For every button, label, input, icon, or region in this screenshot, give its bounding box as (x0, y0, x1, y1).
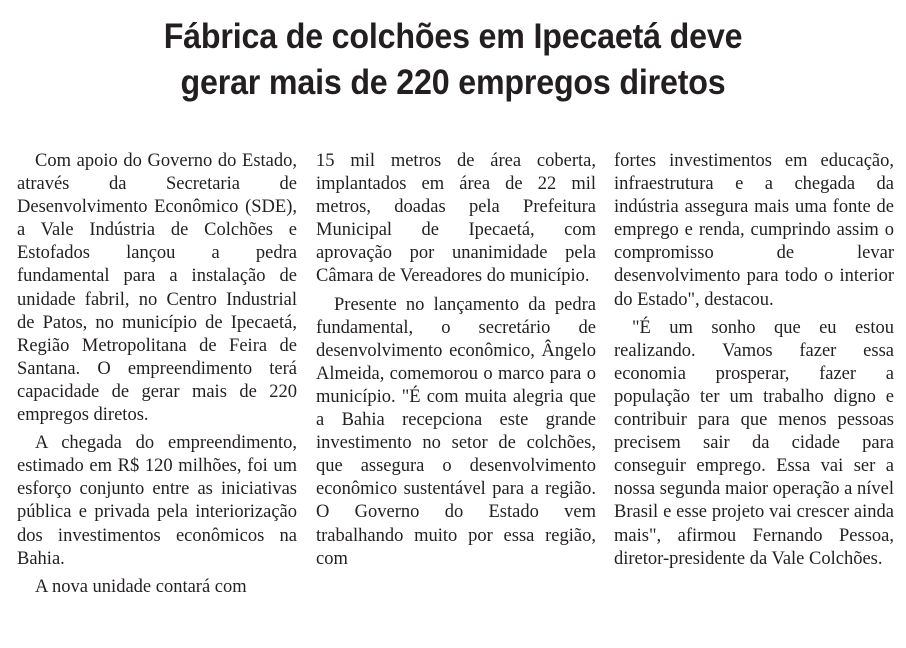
paragraph: A chegada do empreendimento, estimado em R$ 120 milhões, foi um esforço conjunto entre as iniciativas pública e privada pela interiorização dos investimentos econômicos na Bahia. (17, 433, 297, 569)
headline-line-2: gerar mais de 220 empregos diretos (180, 63, 726, 102)
paragraph: Presente no lançamento da pedra fundamental, o secretário de desenvolvimento econômico, Ângelo Almeida, comemorou o marco para o município. "É com muita alegria que a Bahia recepciona este grande investimento no setor de colchões, que assegura o desenvolvimento econômico sustentável para a região. O Governo do Estado vem trabalhando muito por essa região, com (316, 294, 596, 569)
paragraph: Com apoio do Governo do Estado, através da Secretaria de Desenvolvimento Econômico (SDE), a Vale Indústria de Colchões e Estofados lançou a pedra fundamental para a instalação de unidade fabril, no Centro Industrial de Patos, no município de Ipecaetá, Região Metropolitana de Feira de Santana. O empreendimento terá capacidade de gerar mais de 220 empregos diretos. (17, 151, 297, 426)
paragraph: "É um sonho que eu estou realizando. Vamos fazer essa economia prosperar, fazer a população ter um trabalho digno e contribuir para que menos pessoas precisem sair da cidade para conseguir emprego. Essa vai ser a nossa segunda maior operação a nível Brasil e esse projeto vai crescer ainda mais", afirmou Fernando Pessoa, diretor-presidente da Vale Colchões. (614, 317, 894, 569)
article-column-3 (614, 150, 894, 576)
paragraph: A nova unidade contará com (35, 576, 247, 597)
headline-line-1: Fábrica de colchões em Ipecaetá deve (163, 17, 743, 56)
headline (36, 14, 870, 106)
paragraph: fortes investimentos em educação, infraestrutura e a chegada da indústria assegura mais uma fonte de emprego e renda, cumprindo assim o compromisso de levar desenvolvimento para todo o interior do Estado", destacou. (614, 151, 894, 310)
paragraph: 15 mil metros de área coberta, implantados em área de 22 mil metros, doadas pela Prefeitura Municipal de Ipecaetá, com aprovação por unanimidade pela Câmara de Vereadores do município. (316, 151, 596, 287)
article-column-2 (316, 150, 596, 576)
article-column-1 (17, 150, 297, 604)
